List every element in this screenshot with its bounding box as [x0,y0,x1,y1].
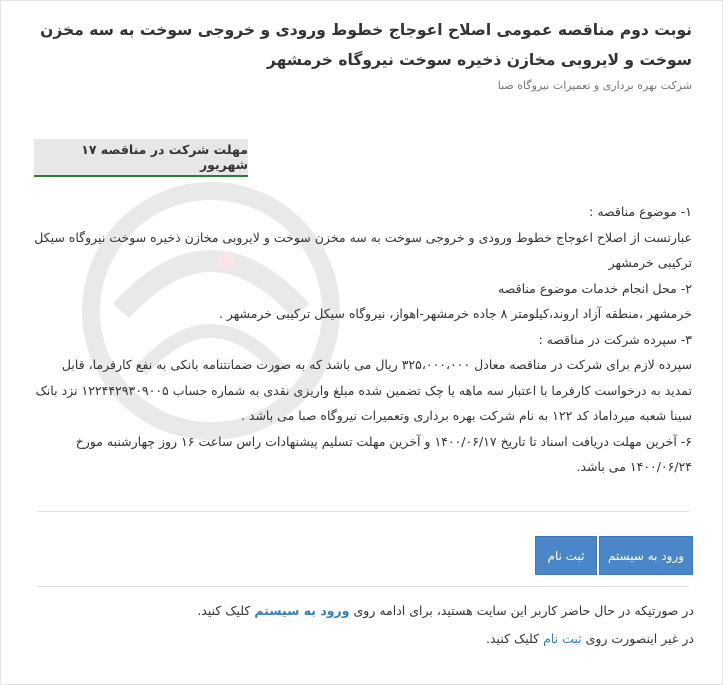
help-text [14,597,694,653]
company-name: شرکت بهره برداری و تعمیرات نیروگاه صبا [497,79,692,92]
help-signup-before: در غیر اینصورت روی [585,631,694,646]
login-button[interactable]: ورود به سیستم [599,536,693,575]
help-login-before: در صورتیکه در حال حاضر کاربر این سایت هستید، برای ادامه روی [353,603,694,618]
help-line-login [14,597,694,625]
deadline-badge: مهلت شرکت در مناقصه ۱۷ شهریور [34,139,248,177]
section-deposit-text: سپرده لازم برای شرکت در مناقصه معادل ۳۲۵،۰۰۰،۰۰۰ ریال می باشد که به صورت ضمانتنامه بانکی به نفع کارفرما، قابل تمدید به درخواست کارفرما با اعتبار سه ماهه یا چک تضمین شده مبلغ واریزی نقدی به شماره حساب ۱۲۲۴۴۲۹۳۰۹۰۰۵ نزد بانک سینا شعبه میرداماد کد ۱۲۲ به نام شرکت بهره برداری وتعمیرات نیروگاه صبا می باشد . [35,357,692,423]
section-location-text: خرمشهر ،منطقه آزاد اروند،کیلومتر ۸ جاده خرمشهر-اهواز، نیروگاه سیکل ترکیبی خرمشهر . [218,306,692,321]
divider [37,586,689,587]
section-subject-heading: ۱- موضوع مناقصه : [589,204,692,219]
section-deadline-text: ۶- آخرین مهلت دریافت اسناد تا تاریخ ۱۴۰۰/۰۶/۱۷ و آخرین مهلت تسلیم پیشنهادات راس ساعت ۱۶ روز چهارشنبه مورخ ۱۴۰۰/۰۶/۲۴ می باشد. [75,433,692,474]
section-deposit-heading: ۳- سپرده شرکت در مناقصه : [538,331,692,347]
help-signup-after: کلیک کنید. [486,631,540,646]
tender-details [32,199,692,480]
signup-button[interactable]: ثبت نام [535,536,597,575]
divider [37,511,689,512]
help-login-after: کلیک کنید. [197,603,251,618]
tender-title: نوبت دوم مناقصه عمومی اصلاح اعوجاج خطوط ورودی و خروجی سوخت به سه مخزن سوخت و لایروبی مخازن ذخیره سوخت نیروگاه خرمشهر [40,21,692,69]
signup-link[interactable]: ثبت نام [543,631,582,646]
help-line-signup [14,625,694,653]
section-subject-text: عبارتست از اصلاح اعوجاج خطوط ورودی و خروجی سوخت به سه مخزن سوخت و لایروبی مخازن ذخیره سوخت نیروگاه سیکل ترکیبی خرمشهر [34,229,692,270]
section-location-heading: ۲- محل انجام خدمات موضوع مناقصه [498,280,692,296]
login-link[interactable]: ورود به سیستم [254,603,350,618]
